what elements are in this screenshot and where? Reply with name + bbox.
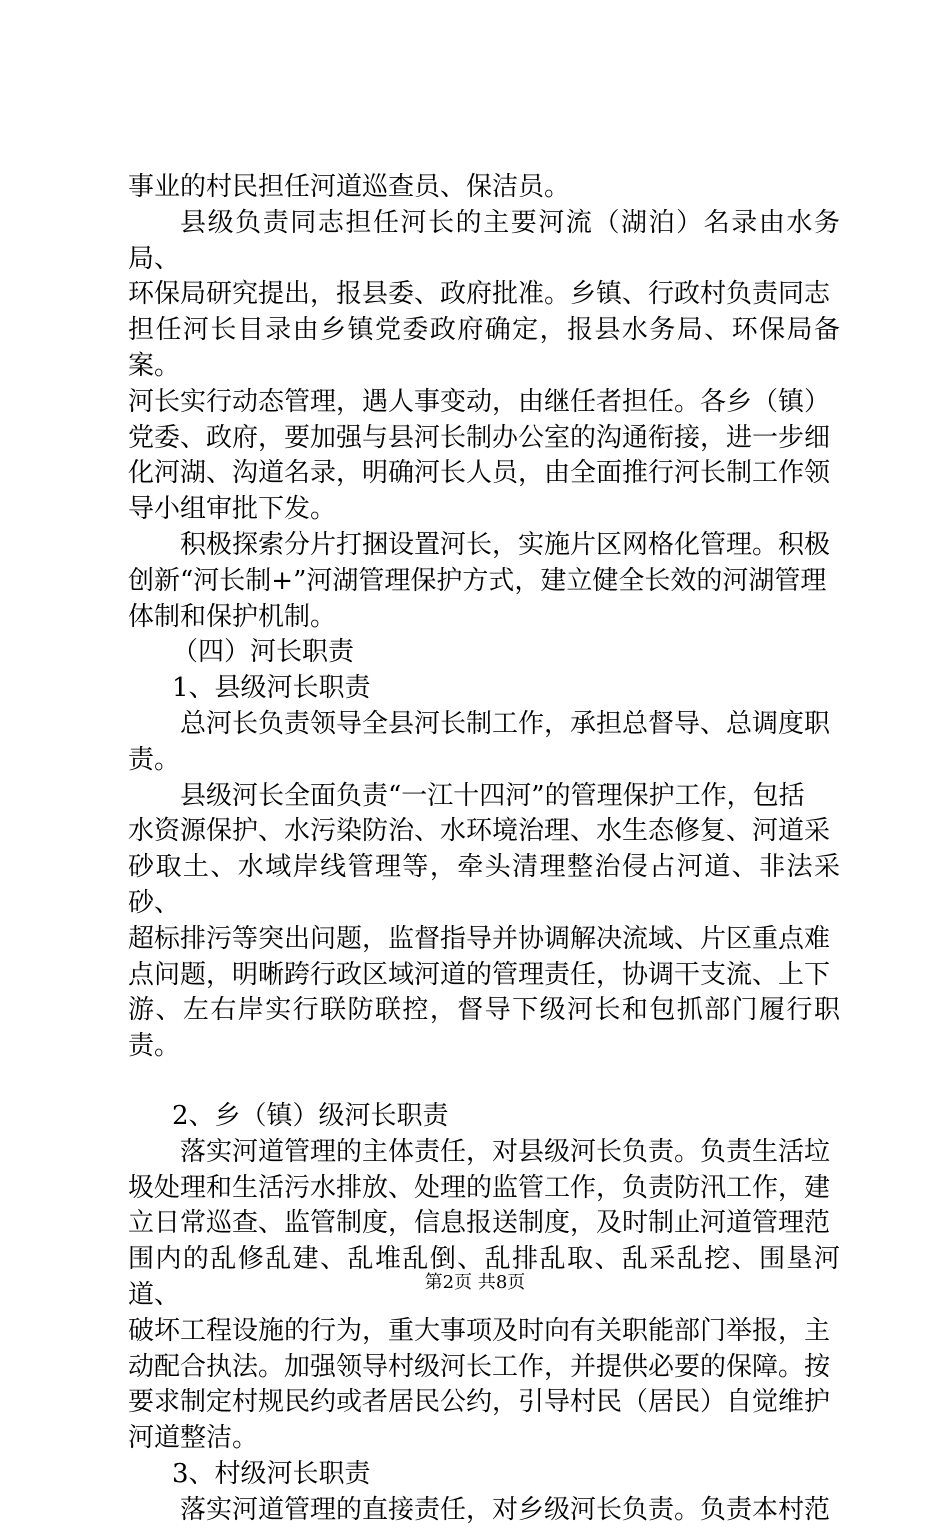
subsection-heading: 1、县级河长职责	[172, 673, 371, 704]
text-line: 县级河长全面负责“一江十四河”的管理保护工作，包括	[180, 780, 805, 811]
text-line: 点问题，明晰跨行政区域河道的管理责任，协调干支流、上下	[128, 959, 831, 990]
text-line: 落实河道管理的主体责任，对县级河长负责。负责生活垃	[180, 1136, 831, 1167]
text-line: 河道整洁。	[128, 1423, 259, 1454]
body-text	[128, 170, 840, 1528]
text-line: 要求制定村规民约或者居民公约，引导村民（居民）自觉维护	[128, 1387, 831, 1418]
text-line: 破坏工程设施的行为，重大事项及时向有关职能部门举报，主	[128, 1315, 831, 1346]
text-line: 超标排污等突出问题，监督指导并协调解决流域、片区重点难	[128, 923, 831, 954]
text-line: 导小组审批下发。	[128, 494, 337, 525]
text-line: 围内的乱修乱建、乱堆乱倒、乱排乱取、乱采乱挖、围垦河道、	[128, 1244, 840, 1310]
text-line: 责。	[128, 744, 181, 775]
text-line: 河长实行动态管理，遇人事变动，由继任者担任。各乡（镇）	[128, 386, 831, 417]
text-line: 党委、政府，要加强与县河长制办公室的沟通衔接，进一步细	[128, 422, 831, 453]
text-line: 砂取土、水域岸线管理等，牵头清理整治侵占河道、非法采砂、	[128, 852, 840, 918]
text-line: 县级负责同志担任河长的主要河流（湖泊）名录由水务局、	[128, 207, 840, 274]
text-line: 立日常巡查、监管制度，信息报送制度，及时制止河道管理范	[128, 1208, 831, 1239]
text-line: 环保局研究提出，报县委、政府批准。乡镇、行政村负责同志	[128, 279, 831, 310]
text-line: 事业的村民担任河道巡查员、保洁员。	[128, 172, 571, 202]
paragraph-gap	[128, 1065, 840, 1099]
text-line: 总河长负责领导全县河长制工作，承担总督导、总调度职	[180, 708, 831, 739]
subsection-heading: 2、乡（镇）级河长职责	[172, 1100, 449, 1131]
text-line: 担任河长目录由乡镇党委政府确定，报县水务局、环保局备案。	[128, 315, 840, 381]
text-line: 落实河道管理的直接责任，对乡级河长负责。负责本村范	[180, 1494, 831, 1525]
section-heading: （四）河长职责	[172, 637, 355, 668]
text-line: 体制和保护机制。	[128, 601, 337, 632]
text-line: 游、左右岸实行联防联控，督导下级河长和包抓部门履行职责。	[128, 995, 840, 1062]
page-footer: 第2页 共8页	[424, 1272, 526, 1293]
text-line: 水资源保护、水污染防治、水环境治理、水生态修复、河道采	[128, 816, 831, 847]
subsection-heading: 3、村级河长职责	[172, 1458, 371, 1489]
text-line: 积极探索分片打捆设置河长，实施片区网格化管理。积极	[180, 529, 831, 560]
text-line: 化河湖、沟道名录，明确河长人员，由全面推行河长制工作领	[128, 458, 831, 489]
text-line: 创新“河长制+”河湖管理保护方式，建立健全长效的河湖管理	[128, 565, 827, 596]
text-line: 动配合执法。加强领导村级河长工作，并提供必要的保障。按	[128, 1351, 831, 1382]
text-line: 圾处理和生活污水排放、处理的监管工作，负责防汛工作，建	[128, 1172, 831, 1203]
